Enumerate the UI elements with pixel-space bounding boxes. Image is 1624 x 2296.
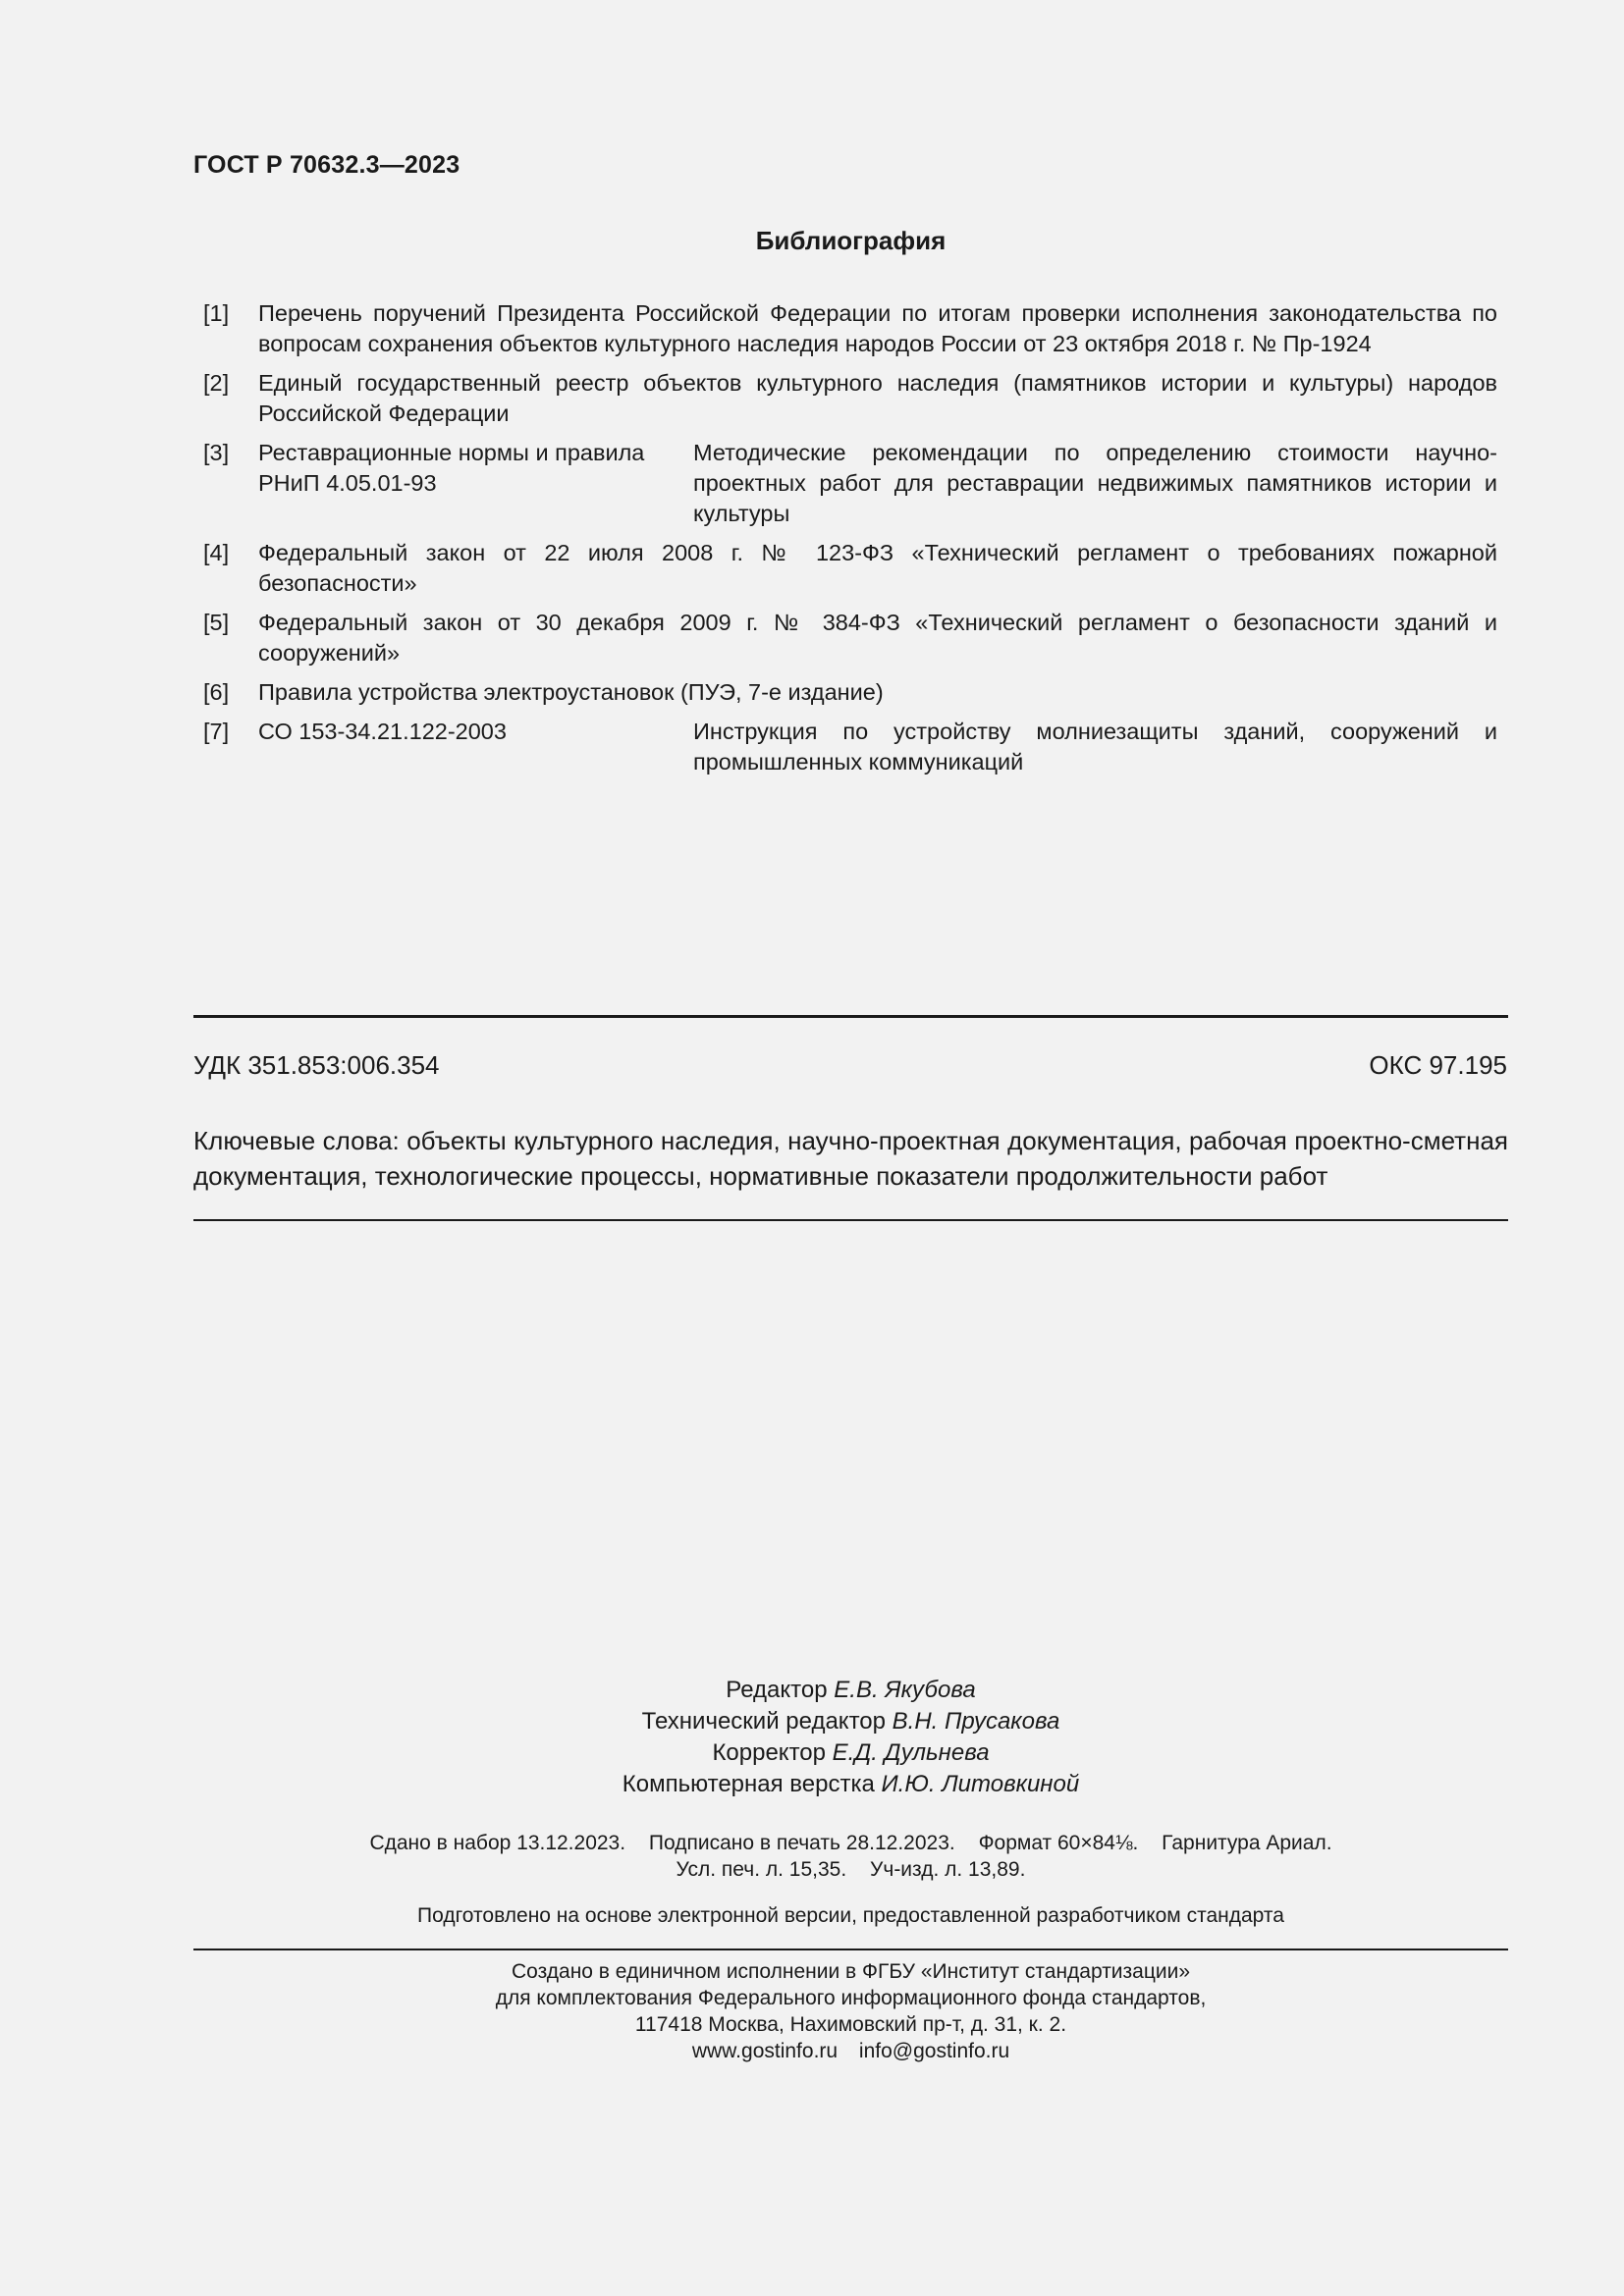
bibliography-item-number: [1] (203, 300, 230, 326)
prepared-note: Подготовлено на основе электронной версии, предоставленной разработчиком стандарта (417, 1904, 1284, 1927)
credit-line (0, 1706, 1624, 1737)
paper-format: Формат 60×84⅛. (978, 1832, 1139, 1854)
bibliography-item-title: Методические рекомендации по определению стоимости научно-проектных работ для реставрации недвижимых памятников истории и культуры (693, 440, 1497, 526)
publisher-line: для комплектования Федерального информационного фонда стандартов, (495, 1987, 1207, 2009)
bibliography-item (203, 677, 1497, 708)
bibliography-item-title: Инструкция по устройству молниезащиты зданий, сооружений и промышленных коммуникаций (693, 719, 1497, 774)
divider-publisher (193, 1949, 1508, 1950)
bibliography-item-number: [2] (203, 370, 230, 396)
credits-block (0, 1675, 1624, 1800)
bibliography-item-text: Перечень поручений Президента Российской Федерации по итогам проверки исполнения законодательства по вопросам сохранения объектов культурного наследия народов России от 23 октября 2018 г. № Пр-1924 (258, 300, 1497, 356)
print-info (0, 1830, 1624, 1883)
bibliography-list (203, 298, 1497, 786)
bibliography-item-text: Федеральный закон от 30 декабря 2009 г. № 384-ФЗ «Технический регламент о безопасности зданий и сооружений» (258, 610, 1497, 666)
bibliography-item-number: [4] (203, 540, 230, 565)
print-sheets: Усл. печ. л. 15,35. (676, 1858, 847, 1881)
credit-role: Компьютерная верстка (622, 1771, 875, 1797)
edit-sheets: Уч-изд. л. 13,89. (870, 1858, 1026, 1881)
publisher-address: 117418 Москва, Нахимовский пр-т, д. 31, к. 2. (634, 2013, 1067, 2036)
credit-name: И.Ю. Литовкиной (881, 1771, 1080, 1797)
bibliography-item (203, 717, 1497, 777)
bibliography-item-body (258, 717, 1497, 777)
bibliography-item-number: [6] (203, 679, 230, 705)
bibliography-title: Библиография (755, 226, 947, 255)
print-info-line (0, 1856, 1624, 1883)
credit-role: Корректор (712, 1739, 826, 1766)
credit-name: Е.Д. Дульнева (832, 1739, 990, 1766)
credit-line (0, 1675, 1624, 1706)
udk-code: УДК 351.853:006.354 (193, 1050, 440, 1080)
bibliography-item-text: Правила устройства электроустановок (ПУЭ, 7-е издание) (258, 679, 884, 705)
typeface: Гарнитура Ариал. (1162, 1832, 1332, 1854)
divider-bottom (193, 1219, 1508, 1221)
bibliography-item (203, 608, 1497, 668)
divider-top (193, 1015, 1508, 1018)
bibliography-item-text: Единый государственный реестр объектов культурного наследия (памятников истории и культуры) народов Российской Федерации (258, 370, 1497, 426)
publisher-line: Создано в единичном исполнении в ФГБУ «Институт стандартизации» (511, 1960, 1191, 1983)
publisher-contacts (0, 2038, 1624, 2064)
keywords: Ключевые слова: объекты культурного наследия, научно-проектная документация, рабочая проектно-сметная документация, технологические процессы, нормативные показатели продолжительности работ (193, 1126, 1508, 1191)
bibliography-item-number: [7] (203, 719, 230, 744)
bibliography-item (203, 438, 1497, 529)
signed-date: Подписано в печать 28.12.2023. (648, 1832, 955, 1854)
bibliography-item-designation: Реставрационные нормы и правила РНиП 4.05.01-93 (258, 440, 645, 496)
bibliography-item (203, 538, 1497, 599)
credit-role: Технический редактор (641, 1708, 886, 1735)
bibliography-item (203, 298, 1497, 359)
bibliography-item-designation: СО 153-34.21.122-2003 (258, 719, 507, 744)
bibliography-item-body (258, 438, 1497, 529)
print-info-line (0, 1830, 1624, 1856)
credit-line (0, 1769, 1624, 1800)
bibliography-item-number: [5] (203, 610, 230, 635)
document-code: ГОСТ Р 70632.3—2023 (193, 151, 460, 179)
website-link[interactable]: www.gostinfo.ru (691, 2040, 839, 2062)
bibliography-item-number: [3] (203, 440, 230, 465)
credit-role: Редактор (726, 1677, 828, 1703)
credit-line (0, 1737, 1624, 1769)
submitted-date: Сдано в набор 13.12.2023. (369, 1832, 626, 1854)
credit-name: В.Н. Прусакова (892, 1708, 1060, 1735)
bibliography-item-text: Федеральный закон от 22 июля 2008 г. № 123-ФЗ «Технический регламент о требованиях пожарной безопасности» (258, 540, 1497, 596)
publisher-block (0, 1958, 1624, 2064)
oks-code: ОКС 97.195 (1369, 1050, 1507, 1080)
credit-name: Е.В. Якубова (834, 1677, 976, 1703)
email-link[interactable]: info@gostinfo.ru (858, 2040, 1010, 2062)
bibliography-item (203, 368, 1497, 429)
